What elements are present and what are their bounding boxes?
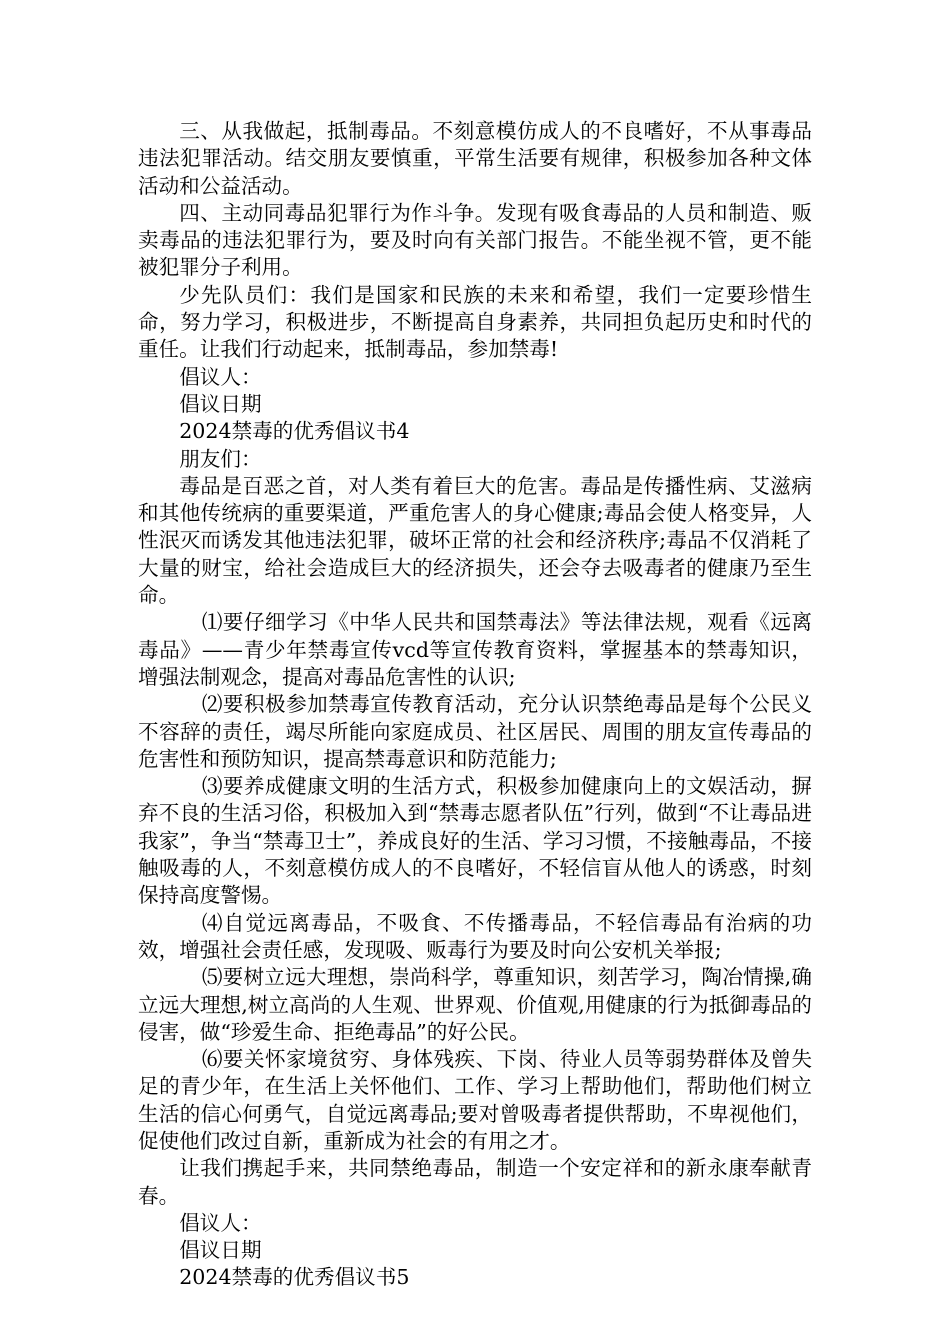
- paragraph-three-self-start: 三、从我做起，抵制毒品。不刻意模仿成人的不良嗜好，不从事毒品违法犯罪活动。结交朋友要慎重，平常生活要有规律，积极参加各种文体活动和公益活动。: [138, 119, 812, 198]
- paragraph-closing-call: 让我们携起手来，共同禁绝毒品，制造一个安定祥和的新永康奉献青春。: [138, 1156, 812, 1208]
- paragraph-four-fight-crime: 四、主动同毒品犯罪行为作斗争。发现有吸食毒品的人员和制造、贩卖毒品的违法犯罪行为，要及时向有关部门报告。不能坐视不管，更不能被犯罪分子利用。: [138, 200, 812, 280]
- paragraph-young-pioneers: 少先队员们：我们是国家和民族的未来和希望，我们一定要珍惜生命，努力学习，积极进步，不断提高自身素养，共同担负起历史和时代的重任。让我们行动起来，抵制毒品，参加禁毒!: [138, 282, 812, 362]
- list-item-5: ⑸要树立远大理想，崇尚科学，尊重知识，刻苦学习，陶冶情操,确立远大理想,树立高尚的人生观、世界观、价值观,用健康的行为抵御毒品的侵害，做“珍爱生命、拒绝毒品”的好公民。: [138, 965, 812, 1044]
- salutation: 朋友们：: [179, 446, 262, 471]
- paragraph-drug-harm: 毒品是百恶之首，对人类有着巨大的危害。毒品是传播性病、艾滋病和其他传统病的重要渠道，严重危害人的身心健康;毒品会使人格变异，人性泯灭而诱发其他违法犯罪，破坏正常的社会和经济秩序;毒品不仅消耗了大量的财宝，给社会造成巨大的经济损失，还会夺去吸毒者的健康乃至生命。: [138, 473, 812, 608]
- list-item-1: ⑴要仔细学习《中华人民共和国禁毒法》等法律法规，观看《远离毒品》——青少年禁毒宣传vcd等宣传教育资料，掌握基本的禁毒知识，增强法制观念，提高对毒品危害性的认识;: [138, 610, 812, 689]
- list-item-2: ⑵要积极参加禁毒宣传教育活动，充分认识禁绝毒品是每个公民义不容辞的责任，竭尽所能向家庭成员、社区居民、周围的朋友宣传毒品的危害性和预防知识，提高禁毒意识和防范能力;: [138, 692, 812, 771]
- proposal-date-label: 倡议日期: [179, 1238, 262, 1263]
- proposal-date-label: 倡议日期: [179, 391, 262, 416]
- proposer-label: 倡议人：: [179, 1210, 262, 1235]
- proposer-label: 倡议人：: [179, 364, 262, 389]
- section-title-4: 2024禁毒的优秀倡议书4: [179, 419, 410, 444]
- list-item-6: ⑹要关怀家境贫穷、身体残疾、下岗、待业人员等弱势群体及曾失足的青少年，在生活上关怀他们、工作、学习上帮助他们，帮助他们树立生活的信心何勇气，自觉远离毒品;要对曾吸毒者提供帮助，不卑视他们，促使他们改过自新，重新成为社会的有用之才。: [138, 1047, 812, 1153]
- document-body: [138, 118, 812, 1292]
- list-item-4: ⑷自觉远离毒品，不吸食、不传播毒品，不轻信毒品有治病的功效，增强社会责任感，发现吸、贩毒行为要及时向公安机关举报;: [138, 910, 812, 962]
- list-item-3: ⑶要养成健康文明的生活方式，积极参加健康向上的文娱活动，摒弃不良的生活习俗，积极加入到“禁毒志愿者队伍”行列，做到“不让毒品进我家”，争当“禁毒卫士”，养成良好的生活、学习习惯，不接触毒品，不接触吸毒的人，不刻意模仿成人的不良嗜好，不轻信盲从他人的诱惑，时刻保持高度警惕。: [138, 774, 812, 908]
- section-title-5: 2024禁毒的优秀倡议书5: [179, 1265, 410, 1290]
